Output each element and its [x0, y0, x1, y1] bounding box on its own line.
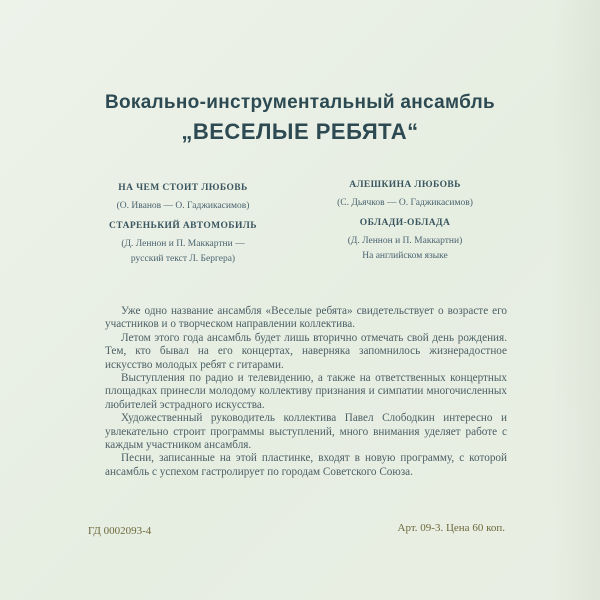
liner-paragraph: Художественный руководитель коллектива Павел Слободкин интересно и увлекательно строит программы выступлений, много внимания уделяет работе с каждым участником ансамбля. — [105, 412, 507, 452]
catalog-number: ГД 0002093-4 — [88, 525, 152, 537]
track-2 — [290, 180, 520, 208]
liner-paragraph: Летом этого года ансамбль будет лишь вторично отмечать свой день рождения. Тем, кто бывал на его концертах, наверняка запомнилось жизнерадостное искусство молодых ребят с гитарами. — [105, 331, 507, 371]
ensemble-name: „ВЕСЕЛЫЕ РЕБЯТА“ — [181, 119, 419, 144]
track-title: СТАРЕНЬКИЙ АВТОМОБИЛЬ — [109, 221, 257, 231]
liner-notes — [105, 305, 507, 479]
track-3 — [68, 221, 298, 264]
track-4 — [290, 218, 520, 261]
liner-paragraph: Песни, записанные на этой пластинке, входят в новую программу, с которой ансамбль с успехом гастролирует по городам Советского Союза. — [105, 452, 507, 478]
track-title: НА ЧЕМ СТОИТ ЛЮБОВЬ — [118, 183, 248, 193]
liner-paragraph: Уже одно название ансамбля «Веселые ребята» свидетельствует о возрасте его участников и о творческом направлении коллектива. — [105, 305, 507, 331]
track-credit-extra: русский текст Л. Бергера) — [130, 254, 236, 264]
track-title: АЛЕШКИНА ЛЮБОВЬ — [349, 180, 461, 190]
ensemble-title: Вокально-инструментальный ансамбль — [104, 92, 496, 113]
track-title: ОБЛАДИ-ОБЛАДА — [359, 218, 451, 228]
liner-paragraph: Выступления по радио и телевидению, а также на ответственных концертных площадках принесли молодому коллективу признания и симпатии многочисленных любителей эстрадного искусства. — [105, 372, 507, 411]
track-1 — [68, 183, 298, 211]
track-credit: (Д. Леннон и П. Маккартни) — [347, 236, 463, 246]
track-language-note: На английском языке — [362, 251, 448, 261]
track-credit: (С. Дьячков — О. Гаджикасимов) — [337, 198, 473, 208]
price-label: Арт. 09-3. Цена 60 коп. — [397, 522, 505, 534]
track-credit: (О. Иванов — О. Гаджикасимов) — [116, 201, 250, 211]
track-credit: (Д. Леннон и П. Маккартни — — [121, 239, 245, 249]
